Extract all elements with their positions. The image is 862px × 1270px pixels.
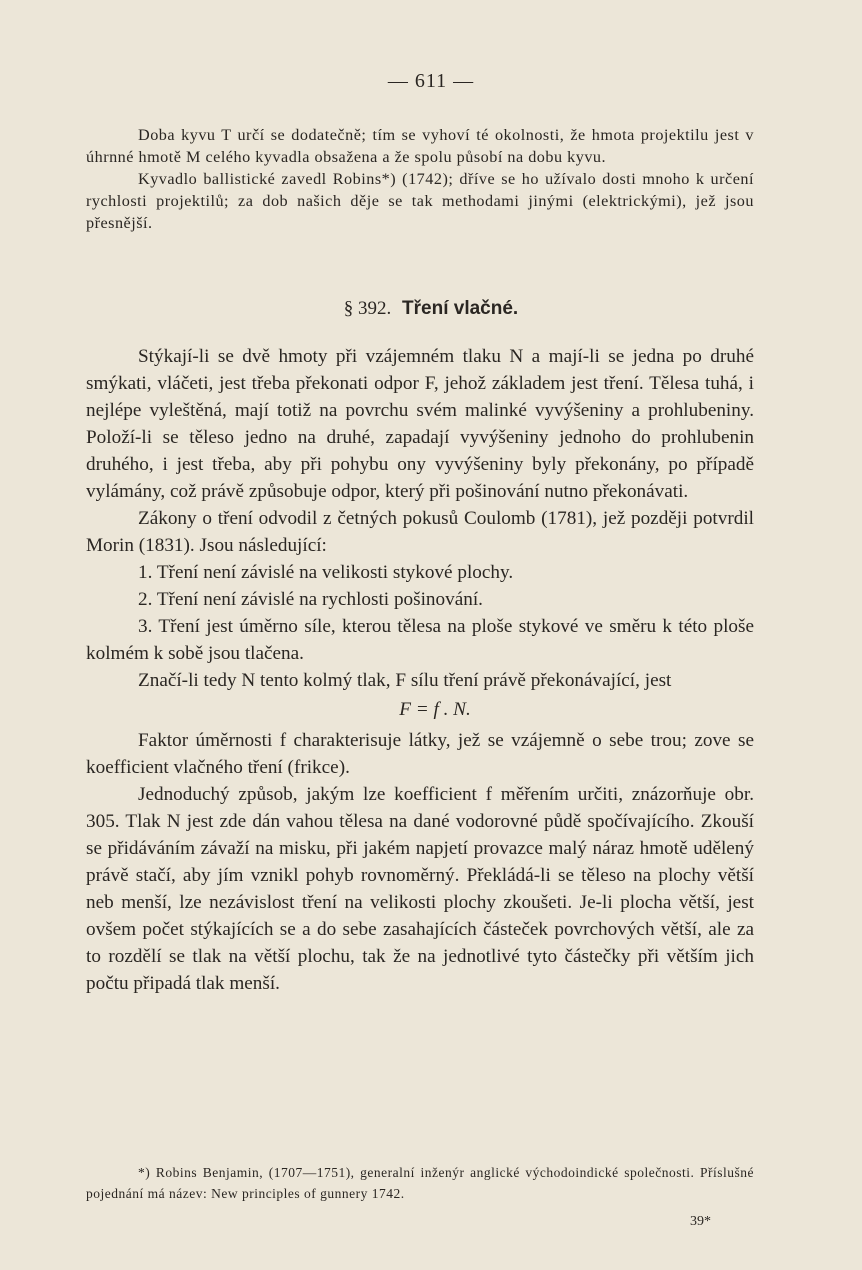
section-title: Tření vlačné. <box>402 298 519 319</box>
intro-paragraph: Kyvadlo ballistické zavedl Robins*) (1742); dříve se ho užívalo dosti mnoho k určení rychlosti projektilů; za dob našich děje se tak methodami jinými (elektrickými), jež jsou přesnější. <box>86 170 754 232</box>
footnote-text: *) Robins Benjamin, (1707—1751), generalní inženýr anglické východoindické společnosti. Příslušné pojednání má název: New principles of gunnery 1742. <box>86 1165 754 1201</box>
body-paragraph: Stýkají-li se dvě hmoty při vzájemném tlaku N a mají-li se jedna po druhé smýkati, vláčeti, jest třeba překonati odpor F, jehož základem jest tření. Tělesa tuhá, i nejlépe vyleštěná, mají totiž na povrchu svém malinké vyvýšeniny a prohlubeniny. Položí-li se těleso jedno na druhé, zapadají vyvýšeniny jednoho do prohlubenin druhého, i jest třeba, aby při pohybu ony vyvýšeniny byly překonány, po případě vylámány, což právě způsobuje odpor, který při pošinování nutno překonávati. <box>86 346 754 502</box>
intro-text <box>86 124 754 234</box>
law-item: 2. Tření není závislé na rychlosti pošinování. <box>138 589 483 610</box>
main-text <box>86 343 754 997</box>
body-paragraph: Zákony o tření odvodil z četných pokusů Coulomb (1781), jež později potvrdil Morin (1831). Jsou následující: <box>86 508 754 556</box>
law-item: 3. Tření jest úměrno síle, kterou tělesa na ploše stykové ve směru k této ploše kolmém k sobě jsou tlačena. <box>86 616 754 664</box>
section-number: § 392. <box>343 298 392 319</box>
section-heading <box>0 298 862 320</box>
intro-paragraph: Doba kyvu T určí se dodatečně; tím se vyhoví té okolnosti, že hmota projektilu jest v úhrnné hmotě M celého kyvadla obsažena a že spolu působí na dobu kyvu. <box>86 126 754 166</box>
page-number: — 611 — <box>387 70 475 92</box>
formula: F = f . N. <box>399 699 471 720</box>
law-item: 1. Tření není závislé na velikosti stykové plochy. <box>138 562 514 583</box>
body-paragraph: Značí-li tedy N tento kolmý tlak, F sílu tření právě překonávající, jest <box>138 670 672 691</box>
footnote <box>86 1162 754 1204</box>
body-paragraph: Faktor úměrnosti f charakterisuje látky, jež se vzájemně o sebe trou; zove se koefficient vlačného tření (frikce). <box>86 730 754 778</box>
printer-signature: 39* <box>690 1214 711 1229</box>
body-paragraph: Jednoduchý způsob, jakým lze koefficient f měřením určiti, znázorňuje obr. 305. Tlak N jest zde dán vahou tělesa na dané vodorovné půdě spočívajícího. Zkouší se přidáváním závaží na misku, při jakém napjetí provazce malý náraz hmotě udělený právě stačí, aby jím vznikl pohyb rovnoměrný. Překládá-li se těleso na plochy větší neb menší, lze nezávislost tření na velikosti plochy zkoušeti. Je-li plocha větší, jest ovšem počet stýkajících se a do sebe zasahajících částeček povrchových větší, ale za to rozdělí se tlak na větší plochu, tak že na jednotlivé tyto částečky při větším jich počtu připadá tlak menší. <box>86 784 754 994</box>
